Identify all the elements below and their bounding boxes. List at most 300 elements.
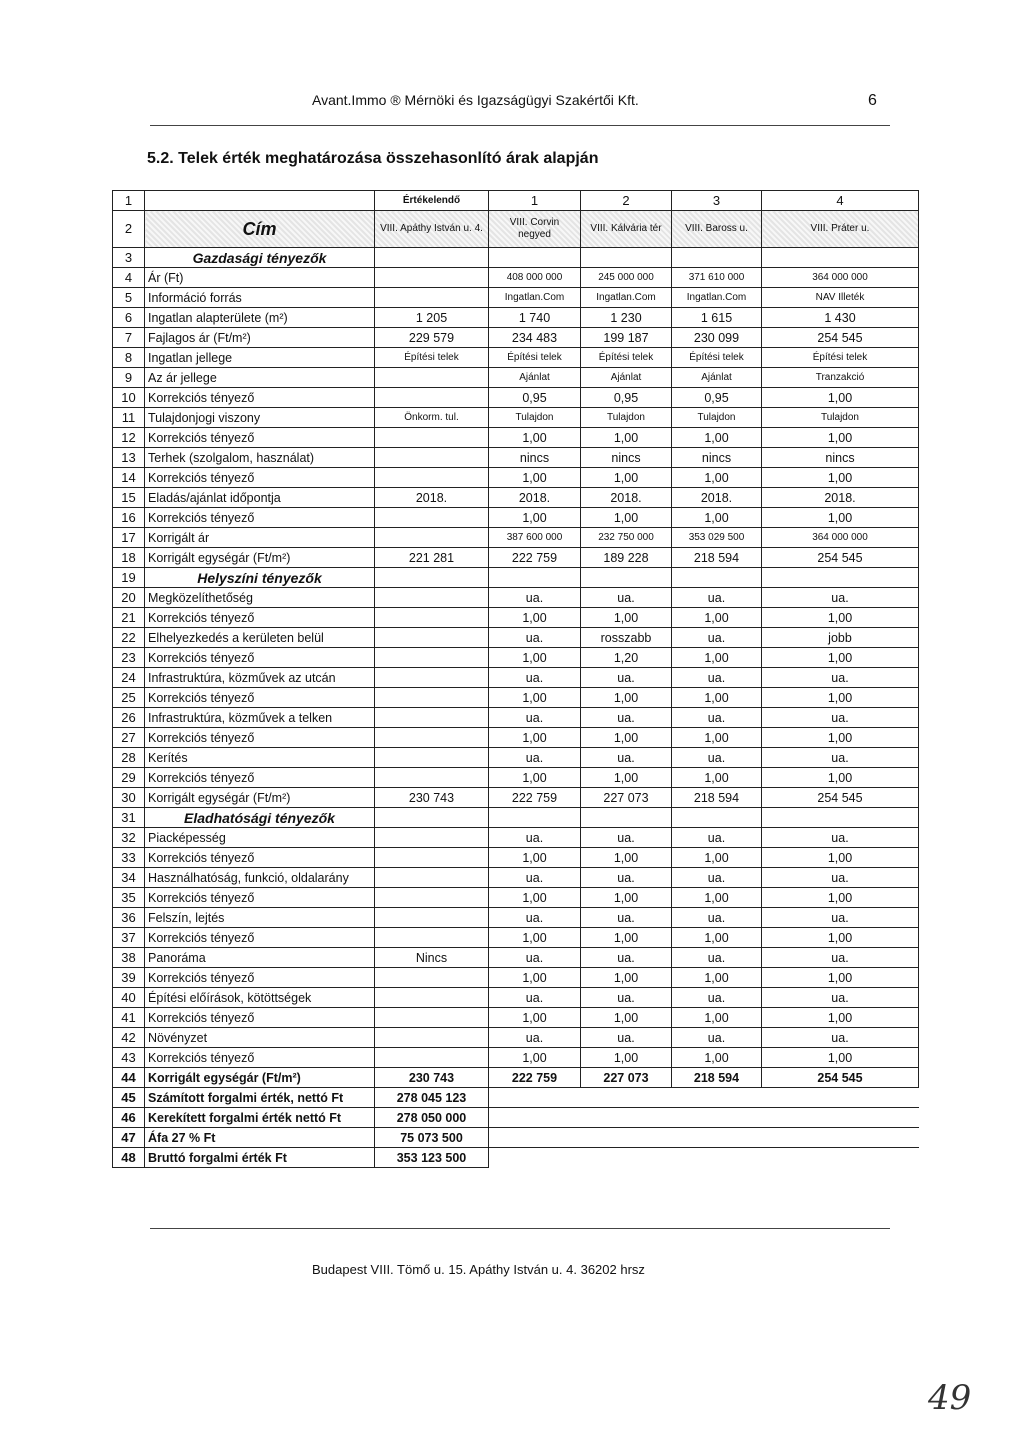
row-label: Ingatlan jellege <box>145 348 375 368</box>
row-number: 31 <box>113 808 145 828</box>
subject-value: Önkorm. tul. <box>375 408 489 428</box>
handwritten-page-note: 49 <box>928 1378 972 1418</box>
subject-value <box>375 668 489 688</box>
comp-value-2: 1,00 <box>581 608 672 628</box>
comp-value-3: ua. <box>672 1028 762 1048</box>
row-label: Korrekciós tényező <box>145 848 375 868</box>
comp-value-2: ua. <box>581 948 672 968</box>
row-number: 36 <box>113 908 145 928</box>
comp-value-3: ua. <box>672 628 762 648</box>
row-number: 8 <box>113 348 145 368</box>
comp-value-3: 218 594 <box>672 788 762 808</box>
comp-value-4: ua. <box>762 748 919 768</box>
comp-value-4: 1,00 <box>762 1048 919 1068</box>
row-number: 47 <box>113 1128 145 1148</box>
empty-cell <box>489 248 581 268</box>
comp-value-1: 222 759 <box>489 1068 581 1088</box>
comp-value-3: 371 610 000 <box>672 268 762 288</box>
comp-value-2: nincs <box>581 448 672 468</box>
row-number: 41 <box>113 1008 145 1028</box>
row-number: 37 <box>113 928 145 948</box>
comp-value-2: ua. <box>581 588 672 608</box>
comp-value-3: ua. <box>672 948 762 968</box>
empty-cell <box>581 568 672 588</box>
table-row <box>113 308 919 328</box>
empty-cell <box>581 1148 672 1168</box>
empty-cell <box>375 808 489 828</box>
column-header-comp-4: 4 <box>762 191 919 211</box>
subject-value: Építési telek <box>375 348 489 368</box>
comp-value-2: ua. <box>581 748 672 768</box>
row-label: Elhelyezkedés a kerületen belül <box>145 628 375 648</box>
comp-value-4: 364 000 000 <box>762 268 919 288</box>
empty-cell <box>672 568 762 588</box>
comp-value-3: 1,00 <box>672 1048 762 1068</box>
comp-value-3: ua. <box>672 828 762 848</box>
comp-value-3: 1 615 <box>672 308 762 328</box>
table-row <box>113 888 919 908</box>
comp-value-4: ua. <box>762 988 919 1008</box>
empty-cell <box>489 808 581 828</box>
comp-value-2: 1,00 <box>581 1048 672 1068</box>
row-label: Információ forrás <box>145 288 375 308</box>
row-label: Használhatóság, funkció, oldalarány <box>145 868 375 888</box>
row-number: 3 <box>113 248 145 268</box>
comp-value-2: ua. <box>581 868 672 888</box>
subject-value <box>375 588 489 608</box>
comp-value-4: 1,00 <box>762 968 919 988</box>
subject-value <box>375 448 489 468</box>
table-row <box>113 428 919 448</box>
comp-value-1: ua. <box>489 588 581 608</box>
company-header: Avant.Immo ® Mérnöki és Igazságügyi Szakértői Kft. <box>312 92 639 108</box>
comp-value-4: 1,00 <box>762 768 919 788</box>
table-row <box>113 328 919 348</box>
empty-cell <box>375 568 489 588</box>
subject-value <box>375 848 489 868</box>
comp-value-3: 1,00 <box>672 648 762 668</box>
empty-cell <box>672 1108 762 1128</box>
comp-value-4: Tulajdon <box>762 408 919 428</box>
row-number: 35 <box>113 888 145 908</box>
row-number: 23 <box>113 648 145 668</box>
section-header-row <box>113 808 919 828</box>
comp-value-3: 1,00 <box>672 928 762 948</box>
comp-value-1: ua. <box>489 988 581 1008</box>
empty-cell <box>489 1128 581 1148</box>
comp-value-4: ua. <box>762 908 919 928</box>
comp-value-3: ua. <box>672 868 762 888</box>
subject-value: 353 123 500 <box>375 1148 489 1168</box>
comp-value-3: 230 099 <box>672 328 762 348</box>
comp-value-4: ua. <box>762 668 919 688</box>
table-row <box>113 1088 919 1108</box>
comp-value-1: 1 740 <box>489 308 581 328</box>
empty-cell <box>672 248 762 268</box>
subject-value <box>375 768 489 788</box>
row-label: Korrekciós tényező <box>145 968 375 988</box>
table-row <box>113 408 919 428</box>
subject-value: 278 050 000 <box>375 1108 489 1128</box>
empty-cell <box>762 248 919 268</box>
empty-cell <box>581 1108 672 1128</box>
row-number: 4 <box>113 268 145 288</box>
row-label: Ingatlan alapterülete (m²) <box>145 308 375 328</box>
table-row <box>113 748 919 768</box>
comp-value-3: 1,00 <box>672 888 762 908</box>
table-row <box>113 1108 919 1128</box>
comp-value-1: 2018. <box>489 488 581 508</box>
comp-value-2: 1,00 <box>581 1008 672 1028</box>
row-number: 30 <box>113 788 145 808</box>
comp-address-2: VIII. Kálvária tér <box>581 211 672 248</box>
comp-value-4: 1,00 <box>762 428 919 448</box>
row-label: Kerekített forgalmi érték nettó Ft <box>145 1108 375 1128</box>
comp-value-4: 2018. <box>762 488 919 508</box>
address-label: Cím <box>145 211 375 248</box>
subject-value: 278 045 123 <box>375 1088 489 1108</box>
comp-value-1: 1,00 <box>489 1048 581 1068</box>
table-row <box>113 948 919 968</box>
comp-value-1: ua. <box>489 948 581 968</box>
comp-value-3: 353 029 500 <box>672 528 762 548</box>
subject-value <box>375 748 489 768</box>
row-label: Korrekciós tényező <box>145 388 375 408</box>
comp-value-4: 1,00 <box>762 468 919 488</box>
row-label: Korrekciós tényező <box>145 928 375 948</box>
row-number: 19 <box>113 568 145 588</box>
empty-cell <box>489 1088 581 1108</box>
row-number: 14 <box>113 468 145 488</box>
comp-value-4: 1,00 <box>762 688 919 708</box>
comp-value-2: Tulajdon <box>581 408 672 428</box>
row-label: Korrigált egységár (Ft/m²) <box>145 788 375 808</box>
table-row <box>113 608 919 628</box>
comp-value-1: ua. <box>489 708 581 728</box>
subject-value <box>375 468 489 488</box>
row-label: Infrastruktúra, közművek a telken <box>145 708 375 728</box>
comp-address-3: VIII. Baross u. <box>672 211 762 248</box>
comp-value-3: ua. <box>672 988 762 1008</box>
comp-value-3: 2018. <box>672 488 762 508</box>
comp-value-1: 1,00 <box>489 608 581 628</box>
comp-value-4: 1,00 <box>762 648 919 668</box>
comp-value-1: Ajánlat <box>489 368 581 388</box>
comp-value-2: 1,00 <box>581 508 672 528</box>
row-label: Korrekciós tényező <box>145 688 375 708</box>
comp-value-4: 1,00 <box>762 608 919 628</box>
table-row <box>113 988 919 1008</box>
row-label: Korrekciós tényező <box>145 768 375 788</box>
subject-value <box>375 388 489 408</box>
row-number: 33 <box>113 848 145 868</box>
subject-value <box>375 1048 489 1068</box>
comp-value-3: 218 594 <box>672 1068 762 1088</box>
comp-value-3: 218 594 <box>672 548 762 568</box>
table-row <box>113 1048 919 1068</box>
subject-value <box>375 508 489 528</box>
row-number: 20 <box>113 588 145 608</box>
comp-value-4: nincs <box>762 448 919 468</box>
row-label: Korrekciós tényező <box>145 1008 375 1028</box>
section-title-cell: Eladhatósági tényezők <box>145 808 375 828</box>
table-row <box>113 1148 919 1168</box>
empty-cell <box>672 1088 762 1108</box>
comp-value-3: 1,00 <box>672 468 762 488</box>
table-row <box>113 528 919 548</box>
comp-value-2: ua. <box>581 1028 672 1048</box>
comp-value-3: nincs <box>672 448 762 468</box>
section-header-row <box>113 248 919 268</box>
comp-value-1: 1,00 <box>489 648 581 668</box>
table-row <box>113 628 919 648</box>
subject-value <box>375 988 489 1008</box>
comp-value-3: 1,00 <box>672 428 762 448</box>
comp-value-2: Építési telek <box>581 348 672 368</box>
row-number: 34 <box>113 868 145 888</box>
comp-value-4: 254 545 <box>762 1068 919 1088</box>
footer-rule <box>150 1228 890 1229</box>
empty-cell <box>581 1088 672 1108</box>
table-row <box>113 1128 919 1148</box>
empty-cell <box>489 1148 581 1168</box>
empty-cell <box>762 808 919 828</box>
table-row <box>113 728 919 748</box>
comp-value-2: 0,95 <box>581 388 672 408</box>
table-row <box>113 388 919 408</box>
row-number: 10 <box>113 388 145 408</box>
comp-value-4: ua. <box>762 588 919 608</box>
comp-address-1: VIII. Corvin negyed <box>489 211 581 248</box>
comp-value-3: 1,00 <box>672 688 762 708</box>
footer-address: Budapest VIII. Tömő u. 15. Apáthy István u. 4. 36202 hrsz <box>312 1262 645 1277</box>
subject-address: VIII. Apáthy István u. 4. <box>375 211 489 248</box>
subject-value <box>375 968 489 988</box>
column-header-comp-2: 2 <box>581 191 672 211</box>
table-row <box>113 588 919 608</box>
subject-value <box>375 1028 489 1048</box>
comp-value-4: 254 545 <box>762 788 919 808</box>
comp-value-2: rosszabb <box>581 628 672 648</box>
comp-value-4: 1,00 <box>762 388 919 408</box>
row-number: 27 <box>113 728 145 748</box>
table-row <box>113 348 919 368</box>
comp-value-3: 1,00 <box>672 1008 762 1028</box>
comp-value-1: 408 000 000 <box>489 268 581 288</box>
row-label: Az ár jellege <box>145 368 375 388</box>
comp-value-3: Tulajdon <box>672 408 762 428</box>
comp-value-3: ua. <box>672 748 762 768</box>
comp-value-3: 1,00 <box>672 848 762 868</box>
row-number: 40 <box>113 988 145 1008</box>
comp-value-1: 387 600 000 <box>489 528 581 548</box>
column-header-subject: Értékelendő <box>375 191 489 211</box>
row-number: 13 <box>113 448 145 468</box>
table-row <box>113 548 919 568</box>
row-number: 22 <box>113 628 145 648</box>
comp-value-2: 199 187 <box>581 328 672 348</box>
comp-value-1: Tulajdon <box>489 408 581 428</box>
table-row <box>113 488 919 508</box>
table-row <box>113 968 919 988</box>
comp-value-2: ua. <box>581 988 672 1008</box>
comp-value-2: 2018. <box>581 488 672 508</box>
comp-value-3: ua. <box>672 708 762 728</box>
row-label: Korrekciós tényező <box>145 648 375 668</box>
subject-value <box>375 1008 489 1028</box>
comp-value-3: 1,00 <box>672 508 762 528</box>
comp-value-2: 245 000 000 <box>581 268 672 288</box>
comp-value-1: 222 759 <box>489 548 581 568</box>
row-label: Piacképesség <box>145 828 375 848</box>
table-row <box>113 448 919 468</box>
page-number: 6 <box>868 92 877 109</box>
table-row <box>113 1028 919 1048</box>
column-header-comp-3: 3 <box>672 191 762 211</box>
comp-value-2: 1,00 <box>581 968 672 988</box>
valuation-table-body <box>113 191 919 1168</box>
row-number: 6 <box>113 308 145 328</box>
subject-value <box>375 428 489 448</box>
row-number: 12 <box>113 428 145 448</box>
comp-value-1: ua. <box>489 668 581 688</box>
row-label: Korrekciós tényező <box>145 888 375 908</box>
row-number: 16 <box>113 508 145 528</box>
row-number: 24 <box>113 668 145 688</box>
empty-cell <box>762 1128 919 1148</box>
comp-value-4: 254 545 <box>762 328 919 348</box>
comp-value-4: ua. <box>762 708 919 728</box>
comp-address-4: VIII. Práter u. <box>762 211 919 248</box>
row-number: 44 <box>113 1068 145 1088</box>
row-number: 32 <box>113 828 145 848</box>
subject-value: 75 073 500 <box>375 1128 489 1148</box>
comp-value-1: 1,00 <box>489 508 581 528</box>
subject-value <box>375 628 489 648</box>
subject-value <box>375 528 489 548</box>
row-label: Számított forgalmi érték, nettó Ft <box>145 1088 375 1108</box>
comp-value-4: 1,00 <box>762 928 919 948</box>
table-row <box>113 688 919 708</box>
row-label: Korrigált egységár (Ft/m²) <box>145 548 375 568</box>
row-number: 48 <box>113 1148 145 1168</box>
row-label: Korrekciós tényező <box>145 508 375 528</box>
table-row <box>113 468 919 488</box>
row-number: 38 <box>113 948 145 968</box>
table-row <box>113 848 919 868</box>
row-label: Fajlagos ár (Ft/m²) <box>145 328 375 348</box>
row-number: 15 <box>113 488 145 508</box>
comp-value-2: 1,00 <box>581 468 672 488</box>
subject-value: 2018. <box>375 488 489 508</box>
table-row <box>113 668 919 688</box>
row-label: Növényzet <box>145 1028 375 1048</box>
comp-value-2: 227 073 <box>581 788 672 808</box>
comp-value-2: 1,00 <box>581 928 672 948</box>
row-number: 46 <box>113 1108 145 1128</box>
comp-value-3: ua. <box>672 908 762 928</box>
row-label: Panoráma <box>145 948 375 968</box>
comp-value-1: ua. <box>489 908 581 928</box>
comp-value-4: 1 430 <box>762 308 919 328</box>
comp-value-1: ua. <box>489 1028 581 1048</box>
comp-value-1: 1,00 <box>489 468 581 488</box>
row-label: Korrekciós tényező <box>145 608 375 628</box>
table-row <box>113 648 919 668</box>
comp-value-2: 227 073 <box>581 1068 672 1088</box>
address-row <box>113 211 919 248</box>
row-number: 11 <box>113 408 145 428</box>
subject-value: 1 205 <box>375 308 489 328</box>
table-row <box>113 828 919 848</box>
row-label: Korrekciós tényező <box>145 728 375 748</box>
empty-cell <box>762 1108 919 1128</box>
comp-value-1: 1,00 <box>489 728 581 748</box>
row-number: 9 <box>113 368 145 388</box>
table-row <box>113 508 919 528</box>
comp-value-4: NAV Illeték <box>762 288 919 308</box>
subject-value: 230 743 <box>375 788 489 808</box>
row-label: Áfa 27 % Ft <box>145 1128 375 1148</box>
empty-cell <box>489 568 581 588</box>
comp-value-1: 0,95 <box>489 388 581 408</box>
comp-value-2: Ajánlat <box>581 368 672 388</box>
subject-value: 221 281 <box>375 548 489 568</box>
table-row <box>113 868 919 888</box>
row-number: 18 <box>113 548 145 568</box>
table-row <box>113 268 919 288</box>
comp-value-2: 1,00 <box>581 768 672 788</box>
subject-value <box>375 288 489 308</box>
comp-value-1: 1,00 <box>489 888 581 908</box>
subject-value <box>375 708 489 728</box>
comp-value-4: 1,00 <box>762 848 919 868</box>
comp-value-1: 222 759 <box>489 788 581 808</box>
row-number: 26 <box>113 708 145 728</box>
comp-value-1: 1,00 <box>489 928 581 948</box>
row-number: 43 <box>113 1048 145 1068</box>
row-number: 1 <box>113 191 145 211</box>
row-label: Felszín, lejtés <box>145 908 375 928</box>
header-rule <box>150 125 890 126</box>
column-header-row <box>113 191 919 211</box>
comp-value-2: 1,00 <box>581 888 672 908</box>
comp-value-3: 1,00 <box>672 728 762 748</box>
comp-value-2: 189 228 <box>581 548 672 568</box>
row-label: Korrekciós tényező <box>145 468 375 488</box>
empty-cell <box>581 808 672 828</box>
empty-cell <box>762 1148 919 1168</box>
comp-value-3: ua. <box>672 668 762 688</box>
comp-value-4: 1,00 <box>762 1008 919 1028</box>
row-number: 39 <box>113 968 145 988</box>
comp-value-4: ua. <box>762 828 919 848</box>
row-label: Tulajdonjogi viszony <box>145 408 375 428</box>
row-label: Korrigált egységár (Ft/m²) <box>145 1068 375 1088</box>
comp-value-2: 1,00 <box>581 428 672 448</box>
subject-value: 230 743 <box>375 1068 489 1088</box>
row-label: Építési előírások, kötöttségek <box>145 988 375 1008</box>
table-row <box>113 788 919 808</box>
subject-value <box>375 368 489 388</box>
row-label: Kerítés <box>145 748 375 768</box>
comp-value-1: nincs <box>489 448 581 468</box>
comp-value-3: Építési telek <box>672 348 762 368</box>
subject-value: Nincs <box>375 948 489 968</box>
row-label: Bruttó forgalmi érték Ft <box>145 1148 375 1168</box>
comp-value-4: 1,00 <box>762 508 919 528</box>
comp-value-2: 1,00 <box>581 728 672 748</box>
